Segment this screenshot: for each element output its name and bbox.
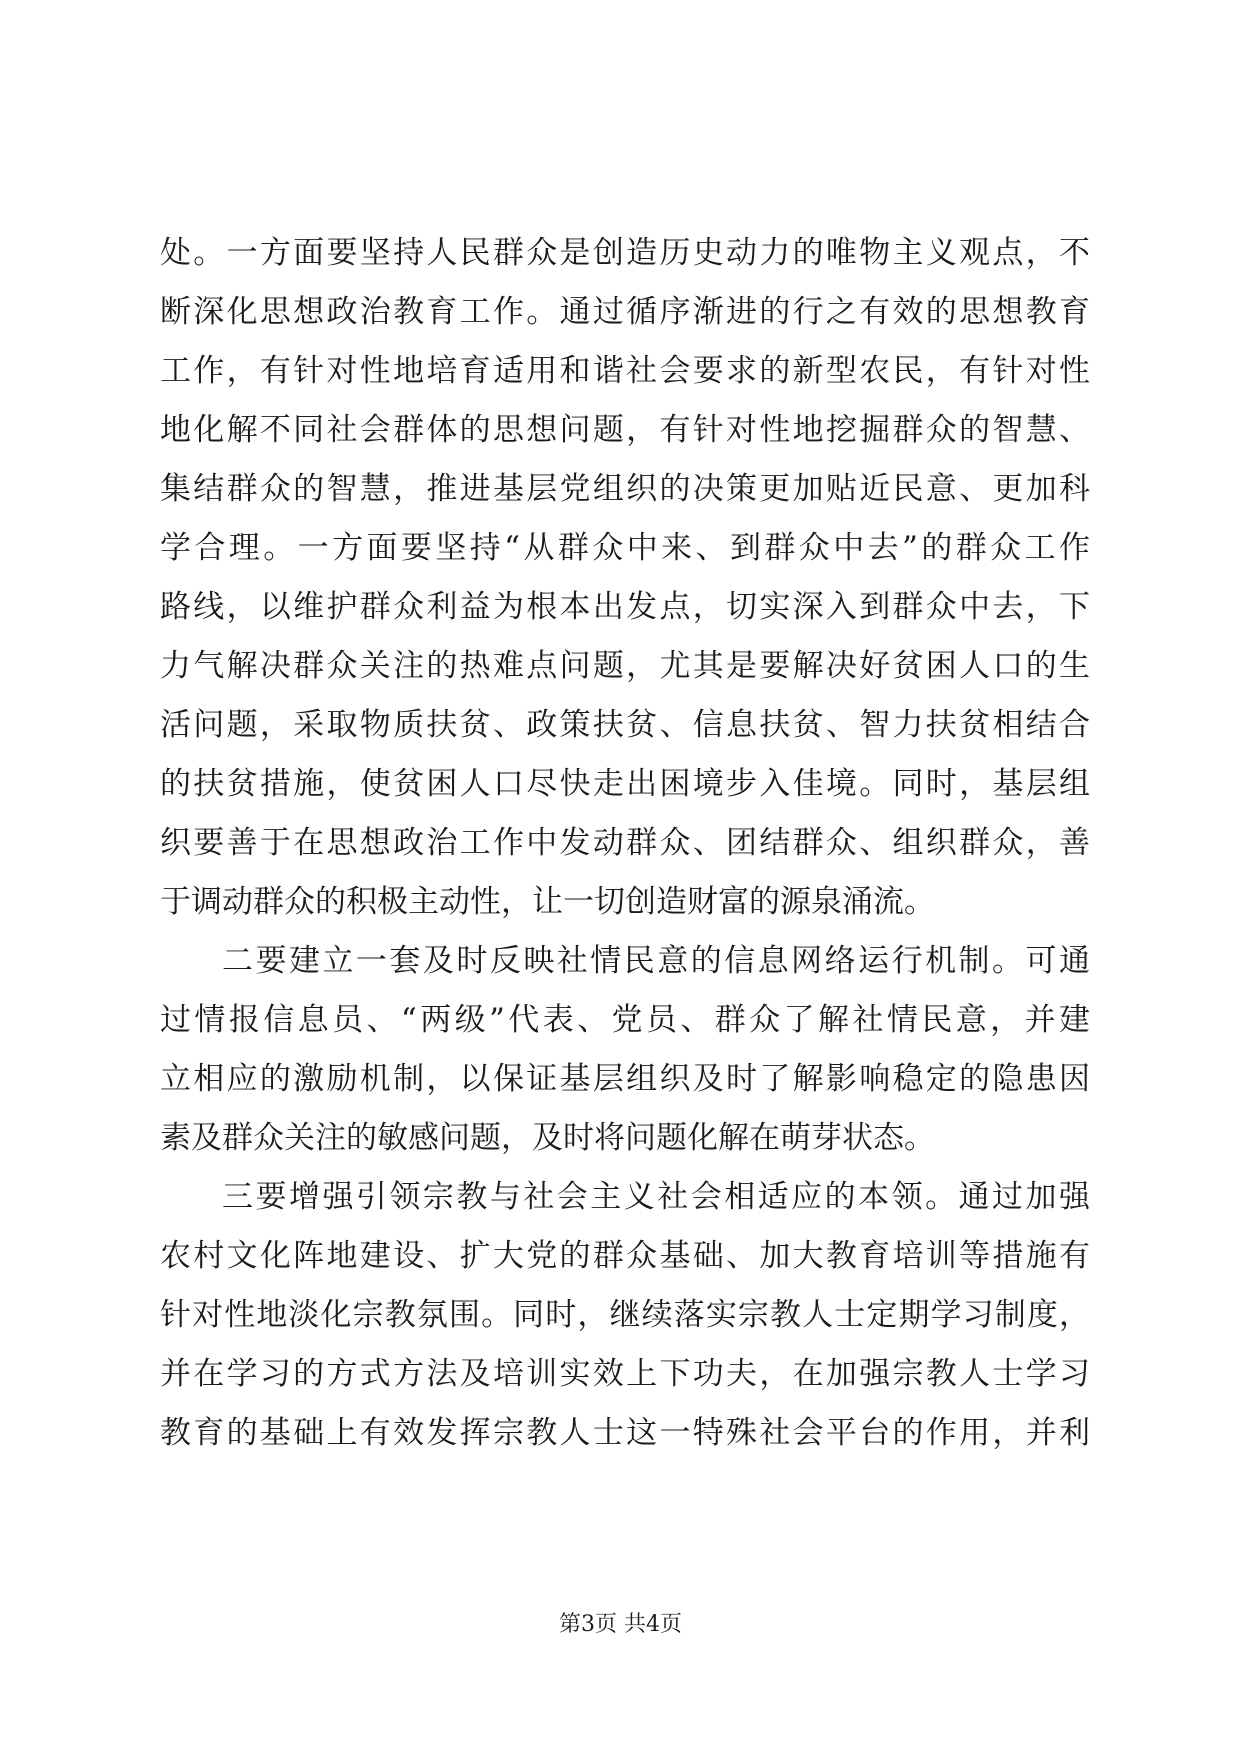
body-text <box>160 224 1090 1463</box>
text-line: 立相应的激励机制，以保证基层组织及时了解影响稳定的隐患因 <box>160 1061 1090 1097</box>
text-line: 教育的基础上有效发挥宗教人士这一特殊社会平台的作用，并利 <box>160 1415 1090 1451</box>
text-line: 路线，以维护群众利益为根本出发点，切实深入到群众中去，下 <box>160 589 1090 625</box>
page-number-label: 第3页 共4页 <box>559 1612 682 1637</box>
text-line: 处。一方面要坚持人民群众是创造历史动力的唯物主义观点，不 <box>160 235 1090 271</box>
text-line: 织要善于在思想政治工作中发动群众、团结群众、组织群众，善 <box>160 825 1090 861</box>
text-line: 素及群众关注的敏感问题，及时将问题化解在萌芽状态。 <box>160 1120 935 1156</box>
text-line: 学合理。一方面要坚持“从群众中来、到群众中去”的群众工作 <box>160 530 1090 566</box>
page-footer <box>0 1610 1241 1640</box>
text-line: 地化解不同社会群体的思想问题，有针对性地挖掘群众的智慧、 <box>160 412 1090 448</box>
text-line: 并在学习的方式方法及培训实效上下功夫，在加强宗教人士学习 <box>160 1356 1090 1392</box>
text-line: 集结群众的智慧，推进基层党组织的决策更加贴近民意、更加科 <box>160 471 1090 507</box>
text-line: 工作，有针对性地培育适用和谐社会要求的新型农民，有针对性 <box>160 353 1090 389</box>
text-line: 二要建立一套及时反映社情民意的信息网络运行机制。可通 <box>222 943 1090 979</box>
text-line: 针对性地淡化宗教氛围。同时，继续落实宗教人士定期学习制度， <box>160 1297 1090 1333</box>
text-line: 力气解决群众关注的热难点问题，尤其是要解决好贫困人口的生 <box>160 648 1090 684</box>
text-line: 过情报信息员、“两级”代表、党员、群众了解社情民意，并建 <box>160 1002 1090 1038</box>
text-line: 的扶贫措施，使贫困人口尽快走出困境步入佳境。同时，基层组 <box>160 766 1090 802</box>
text-line: 于调动群众的积极主动性，让一切创造财富的源泉涌流。 <box>160 884 935 920</box>
text-line: 断深化思想政治教育工作。通过循序渐进的行之有效的思想教育 <box>160 294 1090 330</box>
text-line: 活问题，采取物质扶贫、政策扶贫、信息扶贫、智力扶贫相结合 <box>160 707 1090 743</box>
text-line: 三要增强引领宗教与社会主义社会相适应的本领。通过加强 <box>222 1179 1090 1215</box>
text-line: 农村文化阵地建设、扩大党的群众基础、加大教育培训等措施有 <box>160 1238 1090 1274</box>
